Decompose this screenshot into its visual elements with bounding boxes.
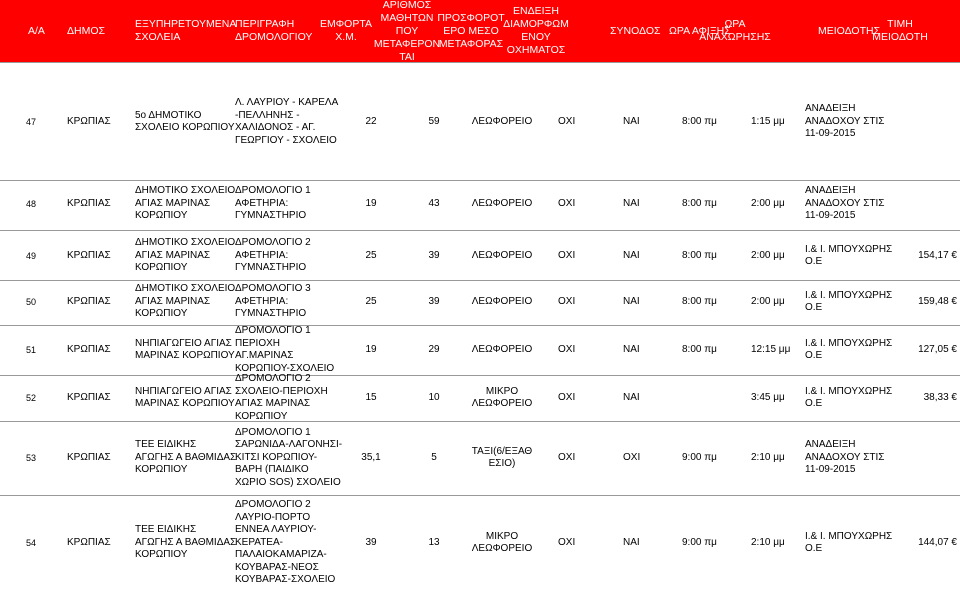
cell-contractor-line: Ο.Ε	[805, 350, 823, 361]
cell-km-line: 15	[365, 391, 377, 403]
cell-route-line: -ΠΕΛΛΗΝΗΣ -	[235, 109, 300, 121]
cell-school-line: ΤΕΕ ΕΙΔΙΚΗΣ	[135, 524, 197, 536]
cell-students-line: 13	[428, 536, 440, 548]
header-escort	[610, 25, 660, 38]
cell-escort	[623, 198, 640, 211]
cell-dimos	[67, 392, 111, 405]
cell-km-line: 19	[365, 343, 377, 355]
cell-km-line: 35,1	[361, 451, 381, 463]
cell-config	[558, 344, 575, 357]
cell-no	[26, 537, 36, 550]
cell-route	[235, 283, 311, 321]
header-dimos	[67, 25, 105, 38]
header-price-line: ΜΕΙΟΔΟΤΗ	[872, 31, 928, 43]
cell-dimos-line: ΚΡΩΠΙΑΣ	[67, 197, 111, 209]
cell-school-line: ΑΓΩΓΗΣ Α ΒΑΘΜΙΔΑΣ	[135, 451, 237, 463]
cell-dimos-line: ΚΡΩΠΙΑΣ	[67, 536, 111, 548]
cell-vehicle-line: ΛΕΩΦΟΡΕΙΟ	[471, 115, 533, 127]
cell-vehicle	[462, 296, 542, 309]
cell-route-line: ΓΥΜΝΑΣΤΗΡΙΟ	[235, 308, 307, 320]
header-students-line: ΜΑΘΗΤΩΝ	[380, 11, 434, 24]
cell-no-line: 52	[26, 392, 37, 403]
cell-route-line: ΑΦΕΤΗΡΙΑ:	[235, 295, 289, 307]
cell-no	[26, 198, 36, 211]
cell-school-line: ΚΟΡΩΠΙΟΥ	[135, 262, 188, 274]
header-students-line: ΑΡΙΘΜΟΣ	[382, 0, 432, 11]
cell-arrival	[682, 296, 717, 309]
cell-no	[26, 392, 36, 405]
cell-dimos	[67, 198, 111, 211]
cell-price	[918, 537, 957, 550]
cell-route-line: ΠΑΛΑΙΟΚΑΜΑΡΙΖΑ-	[235, 549, 327, 561]
cell-route	[235, 427, 342, 490]
cell-contractor-line: Ι.& Ι. ΜΠΟΥΧΩΡΗΣ	[805, 385, 893, 397]
cell-students-line: 59	[428, 115, 440, 127]
cell-price	[918, 344, 957, 357]
header-config-line: ΕΝΔΕΙΞΗ	[513, 5, 559, 17]
row-divider	[0, 230, 960, 231]
cell-dimos-line: ΚΡΩΠΙΑΣ	[67, 249, 111, 261]
cell-arrival-line: 8:00 πμ	[682, 295, 717, 307]
header-route-line: ΠΕΡΙΓΡΑΦΗ	[235, 18, 295, 30]
cell-school-line: ΚΟΡΩΠΙΟΥ	[135, 210, 188, 222]
cell-no	[26, 452, 36, 465]
cell-no-line: 48	[26, 198, 37, 209]
cell-contractor	[805, 439, 884, 477]
header-school-line: ΕΞΥΠΗΡΕΤΟΥΜΕΝΑ	[135, 18, 237, 30]
header-price	[855, 18, 945, 44]
cell-config-line: ΟΧΙ	[558, 391, 576, 403]
cell-departure	[751, 392, 785, 405]
cell-contractor-line: Ι.& Ι. ΜΠΟΥΧΩΡΗΣ	[805, 530, 893, 542]
cell-contractor-line: ΑΝΑΔΟΧΟΥ ΣΤΙΣ	[805, 451, 885, 463]
cell-departure	[751, 344, 790, 357]
cell-escort-line: ΝΑΙ	[623, 295, 640, 307]
row-divider	[0, 180, 960, 181]
cell-route-line: ΧΩΡΙΟ SOS) ΣΧΟΛΕΙΟ	[235, 476, 341, 488]
row-divider	[0, 280, 960, 281]
cell-contractor	[805, 103, 884, 141]
cell-vehicle-line: ΛΕΩΦΟΡΕΙΟ	[471, 398, 533, 409]
header-departure-line: ΩΡΑ	[724, 18, 746, 30]
cell-dimos-line: ΚΡΩΠΙΑΣ	[67, 295, 111, 307]
cell-school-line: ΝΗΠΙΑΓΩΓΕΙΟ ΑΓΙΑΣ	[135, 385, 232, 397]
cell-arrival	[682, 452, 717, 465]
cell-students-line: 39	[428, 249, 440, 261]
cell-contractor	[805, 531, 892, 556]
cell-route	[235, 373, 328, 423]
cell-no-line: 53	[26, 452, 37, 463]
header-route-line: ΔΡΟΜΟΛΟΓΙΟΥ	[235, 31, 313, 43]
cell-no-line: 54	[26, 537, 37, 548]
cell-arrival	[682, 344, 717, 357]
header-departure	[690, 18, 780, 44]
cell-school	[135, 237, 235, 275]
cell-no	[26, 344, 36, 357]
header-km-line: Χ.Μ.	[335, 31, 357, 43]
cell-price	[918, 250, 957, 263]
header-arrival-line: ΩΡΑ ΑΦΙΞΗΣ	[669, 24, 731, 37]
cell-dimos	[67, 452, 111, 465]
cell-school-line: ΚΟΡΩΠΙΟΥ	[135, 308, 188, 320]
cell-config-line: ΟΧΙ	[558, 115, 576, 127]
cell-config	[558, 452, 575, 465]
cell-vehicle	[462, 116, 542, 129]
cell-contractor-line: Ο.Ε	[805, 543, 823, 554]
cell-route-line: ΑΦΕΤΗΡΙΑ:	[235, 197, 289, 209]
header-students-line: ΤΑΙ	[399, 50, 415, 63]
row-divider	[0, 375, 960, 376]
cell-price-line: 159,48 €	[918, 295, 957, 307]
cell-no-line: 47	[26, 116, 37, 127]
cell-students-line: 10	[428, 391, 440, 403]
cell-route	[235, 237, 311, 275]
cell-config	[558, 116, 575, 129]
cell-school	[135, 185, 235, 223]
header-contractor-line: ΜΕΙΟΔΟΤΗΣ	[818, 24, 881, 37]
cell-route-line: ΚΙΤΣΙ ΚΟΡΩΠΙΟΥ-	[235, 451, 318, 463]
cell-escort	[623, 452, 640, 465]
header-departure-line: ΑΝΑΧΩΡΗΣΗΣ	[699, 31, 771, 43]
cell-school-line: 5ο ΔΗΜΟΤΙΚΟ	[135, 109, 202, 121]
cell-contractor	[805, 338, 892, 363]
cell-config-line: ΟΧΙ	[558, 295, 576, 307]
cell-price-line: 38,33 €	[923, 391, 957, 403]
cell-escort-line: ΝΑΙ	[623, 249, 640, 261]
cell-route-line: ΔΡΟΜΟΛΟΓΙΟ 3	[235, 283, 311, 295]
cell-dimos-line: ΚΡΩΠΙΑΣ	[67, 343, 111, 355]
header-school-line: ΣΧΟΛΕΙΑ	[135, 31, 181, 43]
cell-arrival	[682, 116, 717, 129]
cell-school-line: ΔΗΜΟΤΙΚΟ ΣΧΟΛΕΙΟ	[135, 283, 236, 295]
cell-route-line: ΔΡΟΜΟΛΟΓΙΟ 1	[235, 185, 311, 197]
cell-arrival-line: 8:00 πμ	[682, 343, 717, 355]
cell-config-line: ΟΧΙ	[558, 536, 576, 548]
cell-vehicle-line: ΛΕΩΦΟΡΕΙΟ	[471, 543, 533, 554]
cell-escort	[623, 392, 640, 405]
row-divider	[0, 421, 960, 422]
cell-vehicle	[462, 198, 542, 211]
cell-school-line: ΑΓΙΑΣ ΜΑΡΙΝΑΣ	[135, 197, 211, 209]
cell-route-line: ΑΦΕΤΗΡΙΑ:	[235, 249, 289, 261]
cell-school-line: ΔΗΜΟΤΙΚΟ ΣΧΟΛΕΙΟ	[135, 185, 236, 197]
cell-no-line: 49	[26, 250, 37, 261]
cell-vehicle-line: ΜΙΚΡΟ	[485, 530, 519, 542]
cell-route-line: ΚΟΡΩΠΙΟΥ	[235, 410, 288, 422]
cell-price	[924, 392, 957, 405]
cell-departure	[751, 537, 785, 550]
cell-config	[558, 296, 575, 309]
header-aa-line: A/A	[28, 24, 45, 37]
row-divider	[0, 495, 960, 496]
cell-school	[135, 338, 235, 363]
cell-school-line: ΜΑΡΙΝΑΣ ΚΟΡΩΠΙΟΥ	[135, 350, 235, 361]
cell-school	[135, 283, 235, 321]
header-escort-line: ΣΥΝΟΔΟΣ	[610, 24, 661, 37]
cell-contractor-line: ΑΝΑΔΕΙΞΗ	[805, 185, 856, 197]
cell-route-line: ΔΡΟΜΟΛΟΓΙΟ 1	[235, 325, 311, 336]
cell-vehicle	[462, 386, 542, 411]
cell-route-line: ΚΕΡΑΤΕΑ-	[235, 536, 283, 548]
cell-route-line: ΚΟΥΒΑΡΑΣ-ΣΧΟΛΕΙΟ	[235, 574, 336, 586]
cell-school	[135, 386, 235, 411]
cell-contractor	[805, 244, 892, 269]
cell-km-line: 39	[365, 536, 377, 548]
cell-school-line: ΣΧΟΛΕΙΟ ΚΟΡΩΠΙΟΥ	[135, 122, 235, 133]
cell-route-line: Λ. ΛΑΥΡΙΟΥ - ΚΑΡΕΛΑ	[235, 97, 339, 108]
cell-escort-line: ΟΧΙ	[623, 451, 641, 463]
cell-school	[135, 524, 236, 562]
cell-departure-line: 3:45 μμ	[751, 391, 785, 403]
cell-contractor-line: Ι.& Ι. ΜΠΟΥΧΩΡΗΣ	[805, 289, 893, 301]
cell-departure-line: 2:00 μμ	[751, 197, 785, 209]
table-header	[0, 0, 960, 62]
cell-no	[26, 250, 36, 263]
cell-dimos	[67, 296, 111, 309]
cell-km-line: 25	[365, 249, 377, 261]
cell-school-line: ΑΓΙΑΣ ΜΑΡΙΝΑΣ	[135, 295, 211, 307]
cell-school-line: ΑΓΩΓΗΣ Α ΒΑΘΜΙΔΑΣ	[135, 536, 237, 548]
cell-contractor-line: 11-09-2015	[805, 464, 856, 476]
cell-config-line: ΟΧΙ	[558, 343, 576, 355]
row-divider	[0, 325, 960, 326]
cell-departure-line: 2:10 μμ	[751, 451, 785, 463]
cell-contractor-line: 11-09-2015	[805, 210, 856, 222]
header-school	[135, 18, 236, 44]
cell-config	[558, 198, 575, 211]
header-config-line: ΟΧΗΜΑΤΟΣ	[506, 44, 566, 56]
cell-route-line: ΑΓΙΑΣ ΜΑΡΙΝΑΣ	[235, 398, 311, 409]
cell-arrival	[682, 537, 717, 550]
cell-arrival-line: 8:00 πμ	[682, 115, 717, 127]
header-config-line: ΕΝΟΥ	[521, 31, 551, 43]
cell-contractor-line: ΑΝΑΔΟΧΟΥ ΣΤΙΣ	[805, 115, 885, 127]
cell-config-line: ΟΧΙ	[558, 249, 576, 261]
cell-config-line: ΟΧΙ	[558, 197, 576, 209]
cell-contractor	[805, 386, 892, 411]
cell-school-line: ΜΑΡΙΝΑΣ ΚΟΡΩΠΙΟΥ	[135, 398, 235, 409]
cell-escort-line: ΝΑΙ	[623, 115, 640, 127]
cell-dimos-line: ΚΡΩΠΙΑΣ	[67, 391, 111, 403]
cell-departure	[751, 116, 785, 129]
cell-route-line: ΕΝΝΕΑ ΛΑΥΡΙΟΥ-	[235, 524, 317, 536]
cell-contractor-line: Ο.Ε	[805, 302, 823, 313]
cell-arrival-line: 8:00 πμ	[682, 249, 717, 261]
cell-school-line: ΚΟΡΩΠΙΟΥ	[135, 464, 188, 476]
cell-school	[135, 439, 236, 477]
cell-route-line: ΒΑΡΗ (ΠΑΙΔΙΚΟ	[235, 464, 309, 476]
cell-dimos	[67, 250, 111, 263]
header-aa	[28, 25, 45, 38]
cell-route-line: ΚΟΡΩΠΙΟΥ-ΣΧΟΛΕΙΟ	[235, 362, 335, 374]
cell-school-line: ΤΕΕ ΕΙΔΙΚΗΣ	[135, 439, 197, 451]
cell-school-line: ΔΗΜΟΤΙΚΟ ΣΧΟΛΕΙΟ	[135, 237, 236, 249]
cell-contractor-line: Ι.& Ι. ΜΠΟΥΧΩΡΗΣ	[805, 337, 893, 349]
cell-vehicle	[462, 344, 542, 357]
cell-no	[26, 296, 36, 309]
cell-school-line: ΝΗΠΙΑΓΩΓΕΙΟ ΑΓΙΑΣ	[135, 337, 232, 349]
cell-arrival-line: 8:00 πμ	[682, 197, 717, 209]
cell-contractor-line: ΑΝΑΔΟΧΟΥ ΣΤΙΣ	[805, 197, 885, 209]
cell-route-line: ΚΟΥΒΑΡΑΣ-ΝΕΟΣ	[235, 561, 319, 573]
cell-route	[235, 97, 338, 147]
cell-route-line: ΔΡΟΜΟΛΟΓΙΟ 2	[235, 373, 311, 384]
cell-config-line: ΟΧΙ	[558, 451, 576, 463]
cell-km-line: 25	[365, 295, 377, 307]
cell-escort-line: ΝΑΙ	[623, 343, 640, 355]
cell-dimos	[67, 116, 111, 129]
cell-route	[235, 499, 335, 587]
cell-route	[235, 325, 334, 375]
cell-vehicle-line: ΤΑΞΙ(6/ΕΞΑΘ	[471, 445, 533, 457]
cell-departure-line: 1:15 μμ	[751, 115, 785, 127]
cell-departure-line: 2:10 μμ	[751, 536, 785, 548]
cell-dimos	[67, 537, 111, 550]
cell-config	[558, 250, 575, 263]
cell-config	[558, 537, 575, 550]
cell-route-line: ΓΥΜΝΑΣΤΗΡΙΟ	[235, 210, 307, 222]
cell-students-line: 43	[428, 197, 440, 209]
cell-route	[235, 185, 311, 223]
header-dimos-line: ΔΗΜΟΣ	[67, 24, 106, 37]
cell-price-line: 154,17 €	[918, 249, 957, 261]
header-price-line: ΤΙΜΗ	[887, 18, 913, 30]
cell-route-line: ΠΕΡΙΟΧΗ	[235, 337, 281, 349]
cell-contractor	[805, 185, 884, 223]
cell-route-line: ΣΑΡΩΝΙΔΑ-ΛΑΓΟΝΗΣΙ-	[235, 439, 343, 451]
header-students-line: ΠΟΥ	[395, 24, 419, 37]
cell-departure	[751, 198, 785, 211]
cell-route-line: ΔΡΟΜΟΛΟΓΙΟ 2	[235, 499, 311, 511]
cell-school-line: ΚΟΡΩΠΙΟΥ	[135, 549, 188, 561]
cell-price-line: 144,07 €	[918, 536, 957, 548]
header-students-line: ΜΕΤΑΦΕΡΟΝ	[373, 37, 441, 50]
cell-route-line: ΑΓ.ΜΑΡΙΝΑΣ	[235, 350, 294, 361]
cell-vehicle-line: ΕΣΙΟ)	[488, 458, 516, 469]
cell-route-line: ΓΕΩΡΓΙΟΥ - ΣΧΟΛΕΙΟ	[235, 134, 337, 146]
cell-dimos-line: ΚΡΩΠΙΑΣ	[67, 451, 111, 463]
cell-departure-line: 2:00 μμ	[751, 295, 785, 307]
cell-route-line: ΣΧΟΛΕΙΟ-ΠΕΡΙΟΧΗ	[235, 385, 328, 397]
cell-vehicle	[462, 446, 542, 471]
cell-no	[26, 116, 36, 129]
cell-students-line: 29	[428, 343, 440, 355]
cell-vehicle-line: ΛΕΩΦΟΡΕΙΟ	[471, 249, 533, 261]
header-vehicle-line: ΕΡΟ ΜΕΣΟ	[443, 24, 499, 37]
cell-config	[558, 392, 575, 405]
header-vehicle-line: ΜΕΤΑΦΟΡΑΣ	[438, 37, 504, 50]
cell-arrival	[682, 250, 717, 263]
cell-departure	[751, 296, 785, 309]
cell-escort	[623, 250, 640, 263]
cell-contractor-line: Ι.& Ι. ΜΠΟΥΧΩΡΗΣ	[805, 243, 893, 255]
cell-no-line: 50	[26, 296, 37, 307]
cell-students-line: 5	[431, 451, 437, 463]
cell-school	[135, 110, 235, 135]
header-config	[491, 5, 581, 57]
cell-vehicle-line: ΜΙΚΡΟ	[485, 385, 519, 397]
cell-route-line: ΓΥΜΝΑΣΤΗΡΙΟ	[235, 262, 307, 274]
cell-departure-line: 2:00 μμ	[751, 249, 785, 261]
header-vehicle-line: ΠΡΟΣΦΟΡΟΤ	[437, 11, 505, 24]
cell-vehicle-line: ΛΕΩΦΟΡΕΙΟ	[471, 295, 533, 307]
cell-arrival	[682, 198, 717, 211]
cell-escort-line: ΝΑΙ	[623, 536, 640, 548]
cell-contractor	[805, 290, 892, 315]
cell-departure	[751, 250, 785, 263]
cell-route-line: ΛΑΥΡΙΟ-ΠΟΡΤΟ	[235, 511, 311, 523]
cell-contractor-line: ΑΝΑΔΕΙΞΗ	[805, 439, 856, 451]
cell-students-line: 39	[428, 295, 440, 307]
cell-arrival-line: 9:00 πμ	[682, 451, 717, 463]
cell-no-line: 51	[26, 344, 37, 355]
cell-contractor-line: Ο.Ε	[805, 256, 823, 267]
cell-arrival-line: 9:00 πμ	[682, 536, 717, 548]
header-config-line: ΔΙΑΜΟΡΦΩΜ	[503, 18, 569, 30]
cell-escort-line: ΝΑΙ	[623, 391, 640, 403]
cell-route-line: ΔΡΟΜΟΛΟΓΙΟ 2	[235, 237, 311, 249]
cell-school-line: ΑΓΙΑΣ ΜΑΡΙΝΑΣ	[135, 249, 211, 261]
cell-departure-line: 12:15 μμ	[751, 343, 791, 355]
cell-price-line: 127,05 €	[918, 343, 957, 355]
cell-vehicle-line: ΛΕΩΦΟΡΕΙΟ	[471, 343, 533, 355]
header-divider	[0, 62, 960, 63]
cell-departure	[751, 452, 785, 465]
cell-km-line: 22	[365, 115, 377, 127]
cell-vehicle	[462, 250, 542, 263]
cell-route-line: ΧΑΛΙΔΟΝΟΣ - ΑΓ.	[235, 122, 316, 133]
cell-contractor-line: 11-09-2015	[805, 128, 856, 140]
cell-escort-line: ΝΑΙ	[623, 197, 640, 209]
cell-escort	[623, 344, 640, 357]
cell-vehicle-line: ΛΕΩΦΟΡΕΙΟ	[471, 197, 533, 209]
cell-route-line: ΔΡΟΜΟΛΟΓΙΟ 1	[235, 426, 311, 438]
cell-dimos	[67, 344, 111, 357]
cell-contractor-line: ΑΝΑΔΕΙΞΗ	[805, 103, 856, 115]
cell-km-line: 19	[365, 197, 377, 209]
cell-escort	[623, 116, 640, 129]
cell-escort	[623, 537, 640, 550]
cell-dimos-line: ΚΡΩΠΙΑΣ	[67, 115, 111, 127]
cell-contractor-line: Ο.Ε	[805, 398, 823, 409]
header-km-line: ΕΜΦΟΡΤΑ	[320, 18, 372, 30]
cell-vehicle	[462, 531, 542, 556]
cell-escort	[623, 296, 640, 309]
cell-price	[918, 296, 957, 309]
